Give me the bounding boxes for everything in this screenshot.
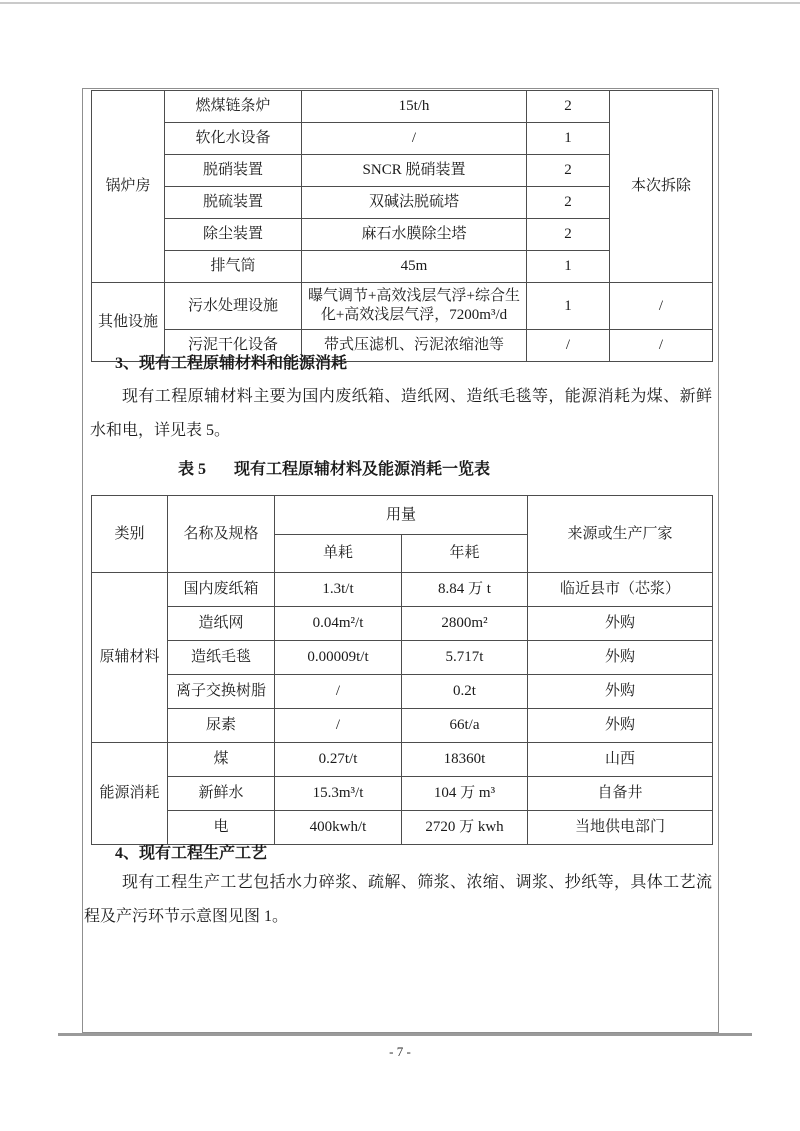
cell-unit-consumption: / bbox=[275, 709, 402, 743]
cell-equipment-spec: 曝气调节+高效浅层气浮+综合生化+高效浅层气浮，7200m³/d bbox=[302, 283, 527, 330]
section-4-heading: 4、现有工程生产工艺 bbox=[115, 845, 268, 862]
cell-source: 外购 bbox=[528, 675, 713, 709]
cell-material-name: 造纸毛毯 bbox=[168, 641, 275, 675]
cell-equipment-name: 污泥干化设备 bbox=[165, 330, 302, 362]
cell-equipment-spec: 双碱法脱硫塔 bbox=[302, 187, 527, 219]
cell-annual-consumption: 18360t bbox=[402, 743, 528, 777]
cell-annual-consumption: 2720 万 kwh bbox=[402, 811, 528, 845]
cell-annual-consumption: 0.2t bbox=[402, 675, 528, 709]
section-3-paragraph: 现有工程原辅材料主要为国内废纸箱、造纸网、造纸毛毯等，能源消耗为煤、新鲜水和电，详见表 5。 bbox=[90, 388, 712, 439]
cell-annual-consumption: 66t/a bbox=[402, 709, 528, 743]
cell-group-other-facilities: 其他设施 bbox=[92, 283, 165, 362]
table-row bbox=[92, 743, 713, 777]
cell-source: 山西 bbox=[528, 743, 713, 777]
header-category: 类别 bbox=[92, 496, 168, 573]
table-row bbox=[92, 709, 713, 743]
header-annual-consumption: 年耗 bbox=[402, 535, 528, 573]
cell-equipment-spec: 麻石水膜除尘塔 bbox=[302, 219, 527, 251]
cell-demolish-remark: 本次拆除 bbox=[610, 91, 713, 283]
cell-unit-consumption: 0.00009t/t bbox=[275, 641, 402, 675]
cell-source: 自备井 bbox=[528, 777, 713, 811]
table-header-row bbox=[92, 496, 713, 535]
table-row bbox=[92, 573, 713, 607]
cell-equipment-name: 软化水设备 bbox=[165, 123, 302, 155]
cell-group-energy: 能源消耗 bbox=[92, 743, 168, 845]
cell-equipment-count: 1 bbox=[527, 283, 610, 330]
cell-material-name: 离子交换树脂 bbox=[168, 675, 275, 709]
section-3-heading: 3、现有工程原辅材料和能源消耗 bbox=[115, 355, 348, 372]
cell-source: 外购 bbox=[528, 641, 713, 675]
cell-equipment-spec: 15t/h bbox=[302, 91, 527, 123]
cell-equipment-spec: 带式压滤机、污泥浓缩池等 bbox=[302, 330, 527, 362]
table-row bbox=[92, 777, 713, 811]
cell-equipment-count: 1 bbox=[527, 251, 610, 283]
cell-equipment-name: 脱硝装置 bbox=[165, 155, 302, 187]
cell-equipment-name: 排气筒 bbox=[165, 251, 302, 283]
cell-unit-consumption: 0.04m²/t bbox=[275, 607, 402, 641]
cell-equipment-count: 2 bbox=[527, 91, 610, 123]
cell-group-raw-materials: 原辅材料 bbox=[92, 573, 168, 743]
header-usage: 用量 bbox=[275, 496, 528, 535]
cell-unit-consumption: 1.3t/t bbox=[275, 573, 402, 607]
table-row bbox=[92, 91, 713, 123]
cell-annual-consumption: 104 万 m³ bbox=[402, 777, 528, 811]
cell-equipment-spec: / bbox=[302, 123, 527, 155]
cell-source: 外购 bbox=[528, 709, 713, 743]
cell-unit-consumption: 15.3m³/t bbox=[275, 777, 402, 811]
cell-equipment-name: 脱硫装置 bbox=[165, 187, 302, 219]
cell-equipment-remark: / bbox=[610, 330, 713, 362]
cell-equipment-count: / bbox=[527, 330, 610, 362]
table-row bbox=[92, 641, 713, 675]
cell-material-name: 造纸网 bbox=[168, 607, 275, 641]
cell-equipment-name: 除尘装置 bbox=[165, 219, 302, 251]
cell-equipment-name: 燃煤链条炉 bbox=[165, 91, 302, 123]
table5-caption bbox=[178, 456, 490, 479]
cell-equipment-count: 1 bbox=[527, 123, 610, 155]
header-name-spec: 名称及规格 bbox=[168, 496, 275, 573]
cell-annual-consumption: 8.84 万 t bbox=[402, 573, 528, 607]
cell-equipment-spec: SNCR 脱硝装置 bbox=[302, 155, 527, 187]
table-row bbox=[92, 283, 713, 330]
page-top-edge bbox=[0, 2, 800, 4]
cell-material-name: 新鲜水 bbox=[168, 777, 275, 811]
materials-energy-table bbox=[91, 495, 713, 845]
header-source: 来源或生产厂家 bbox=[528, 496, 713, 573]
cell-source: 当地供电部门 bbox=[528, 811, 713, 845]
cell-material-name: 煤 bbox=[168, 743, 275, 777]
cell-source: 临近县市（芯浆） bbox=[528, 573, 713, 607]
equipment-table bbox=[91, 90, 713, 362]
cell-equipment-count: 2 bbox=[527, 187, 610, 219]
cell-equipment-count: 2 bbox=[527, 155, 610, 187]
cell-group-boiler-room: 锅炉房 bbox=[92, 91, 165, 283]
cell-unit-consumption: 400kwh/t bbox=[275, 811, 402, 845]
section-4-paragraph: 现有工程生产工艺包括水力碎浆、疏解、筛浆、浓缩、调浆、抄纸等，具体工艺流程及产污环节示意图见图 1。 bbox=[84, 874, 712, 925]
page-bottom-rule bbox=[58, 1033, 752, 1036]
cell-material-name: 国内废纸箱 bbox=[168, 573, 275, 607]
cell-equipment-spec: 45m bbox=[302, 251, 527, 283]
table5-caption-label: 表 5 bbox=[178, 461, 207, 478]
cell-material-name: 尿素 bbox=[168, 709, 275, 743]
cell-annual-consumption: 5.717t bbox=[402, 641, 528, 675]
cell-annual-consumption: 2800m² bbox=[402, 607, 528, 641]
page-number: - 7 - bbox=[389, 1044, 411, 1059]
cell-source: 外购 bbox=[528, 607, 713, 641]
header-unit-consumption: 单耗 bbox=[275, 535, 402, 573]
cell-material-name: 电 bbox=[168, 811, 275, 845]
cell-equipment-count: 2 bbox=[527, 219, 610, 251]
cell-unit-consumption: / bbox=[275, 675, 402, 709]
cell-unit-consumption: 0.27t/t bbox=[275, 743, 402, 777]
table-row bbox=[92, 607, 713, 641]
table-row bbox=[92, 675, 713, 709]
cell-equipment-name: 污水处理设施 bbox=[165, 283, 302, 330]
table5-caption-title: 现有工程原辅材料及能源消耗一览表 bbox=[234, 461, 491, 478]
cell-equipment-remark: / bbox=[610, 283, 713, 330]
